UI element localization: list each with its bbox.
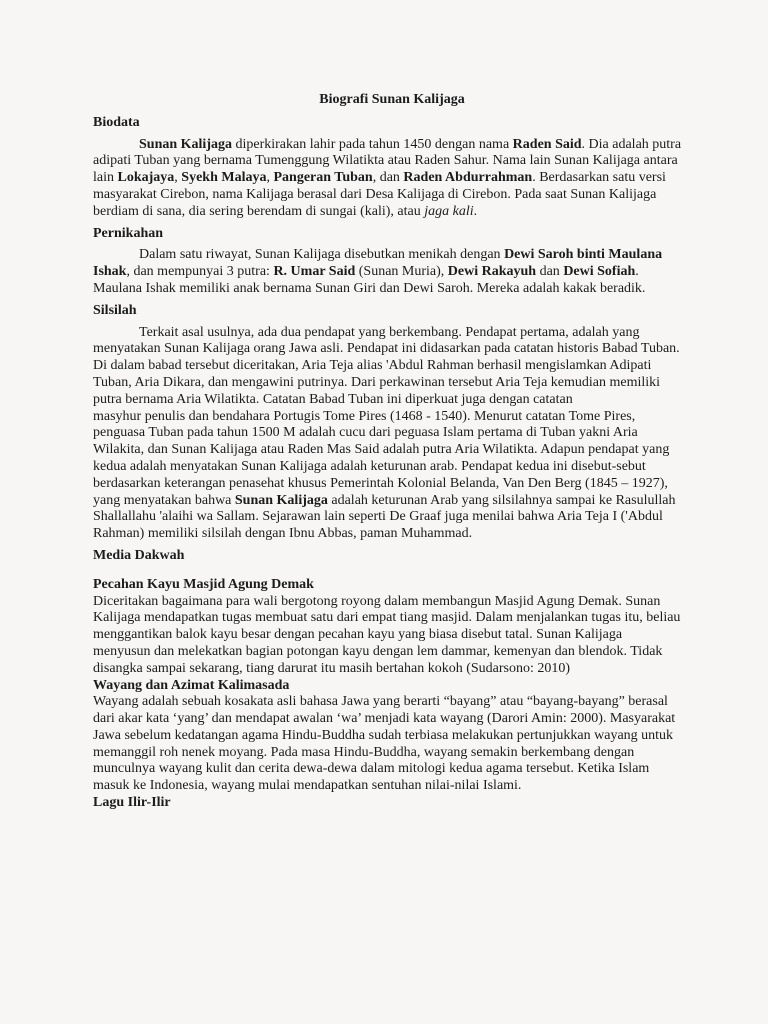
section-heading-media-dakwah: Media Dakwah	[93, 547, 185, 563]
subheading-wayang: Wayang dan Azimat Kalimasada	[93, 677, 290, 693]
subheading-pecahan-kayu: Pecahan Kayu Masjid Agung Demak	[93, 576, 314, 592]
section-heading-pernikahan: Pernikahan	[93, 225, 164, 241]
paragraph-biodata: Sunan Kalijaga diperkirakan lahir pada tahun 1450 dengan nama Raden Said. Dia adalah putra adipati Tuban yang bernama Tumenggung Wilatikta atau Raden Sahur. Nama lain Sunan Kalijaga antara lain Lokajaya, Syekh Malaya, Pangeran Tuban, dan Raden Abdurrahman. Berdasarkan satu versi masyarakat Cirebon, nama Kalijaga berasal dari Desa Kalijaga di Cirebon. Pada saat Sunan Kalijaga berdiam di sana, dia sering berendam di sungai (kali), atau jaga kali.	[93, 136, 682, 219]
paragraph-silsilah-1: Terkait asal usulnya, ada dua pendapat yang berkembang. Pendapat pertama, adalah yang menyatakan Sunan Kalijaga orang Jawa asli. Pendapat ini didasarkan pada catatan historis Babad Tuban. Di dalam babad tersebut diceritakan, Aria Teja alias 'Abdul Rahman berhasil mengislamkan Adipati Tuban, Aria Dikara, dan mengawini putrinya. Dari perkawinan tersebut Aria Teja kemudian memiliki putra bernama Aria Wilatikta. Catatan Babad Tuban ini diperkuat juga dengan catatan	[93, 324, 680, 407]
paragraph-silsilah-2: masyhur penulis dan bendahara Portugis Tome Pires (1468 - 1540). Menurut catatan Tome Pires, penguasa Tuban pada tahun 1500 M adalah cucu dari peguasa Islam pertama di Tuban yakni Aria Wilakita, dan Sunan Kalijaga atau Raden Mas Said adalah putra Aria Wilatikta. Adapun pendapat yang kedua adalah menyatakan Sunan Kalijaga adalah keturunan arab. Pendapat kedua ini disebut-sebut berdasarkan keterangan penasehat khusus Pemerintah Kolonial Belanda, Van Den Berg (1845 – 1927), yang menyatakan bahwa Sunan Kalijaga adalah keturunan Arab yang silsilahnya sampai ke Rasulullah Shallallahu 'alaihi wa Sallam. Sejarawan lain seperti De Graaf juga menilai bahwa Aria Teja I ('Abdul Rahman) memiliki silsilah dengan Ibnu Abbas, paman Muhammad.	[93, 408, 676, 542]
section-heading-silsilah: Silsilah	[93, 302, 137, 318]
section-heading-biodata: Biodata	[93, 114, 140, 130]
paragraph-pernikahan: Dalam satu riwayat, Sunan Kalijaga disebutkan menikah dengan Dewi Saroh binti Maulana Ishak, dan mempunyai 3 putra: R. Umar Said (Sunan Muria), Dewi Rakayuh dan Dewi Sofiah. Maulana Ishak memiliki anak bernama Sunan Giri dan Dewi Saroh. Mereka adalah kakak beradik.	[93, 247, 663, 296]
document-body	[93, 92, 683, 812]
subheading-lagu-ilir-ilir: Lagu Ilir-Ilir	[93, 795, 171, 811]
page-title: Biografi Sunan Kalijaga	[319, 92, 465, 107]
paragraph-wayang: Wayang adalah sebuah kosakata asli bahasa Jawa yang berarti “bayang” atau “bayang-bayang” berasal dari akar kata ‘yang’ dan mendapat awalan ‘wa’ menjadi kata wayang (Darori Amin: 2000). Masyarakat Jawa sebelum kedatangan agama Hindu-Buddha sudah terbiasa melakukan pertunjukkan wayang untuk memanggil roh nenek moyang. Pada masa Hindu-Buddha, wayang semakin berkembang dengan munculnya wayang kulit dan cerita dewa-dewa dalam mitologi kedua agama tersebut. Ketika Islam masuk ke Indonesia, wayang mulai mendapatkan sentuhan nilai-nilai Islami.	[93, 694, 676, 794]
paragraph-pecahan-kayu: Diceritakan bagaimana para wali bergotong royong dalam membangun Masjid Agung Demak. Sunan Kalijaga mendapatkan tugas membuat satu dari empat tiang masjid. Dalam menjalankan tugas itu, beliau menggantikan balok kayu besar dengan pecahan kayu yang biasa disebut tatal. Sunan Kalijaga menyusun dan melekatkan bagian potongan kayu dengan lem dammar, kemenyan dan blendok. Tidak disangka sampai sekarang, tiang darurat itu masih bertahan kokoh (Sudarsono: 2010)	[93, 593, 681, 676]
